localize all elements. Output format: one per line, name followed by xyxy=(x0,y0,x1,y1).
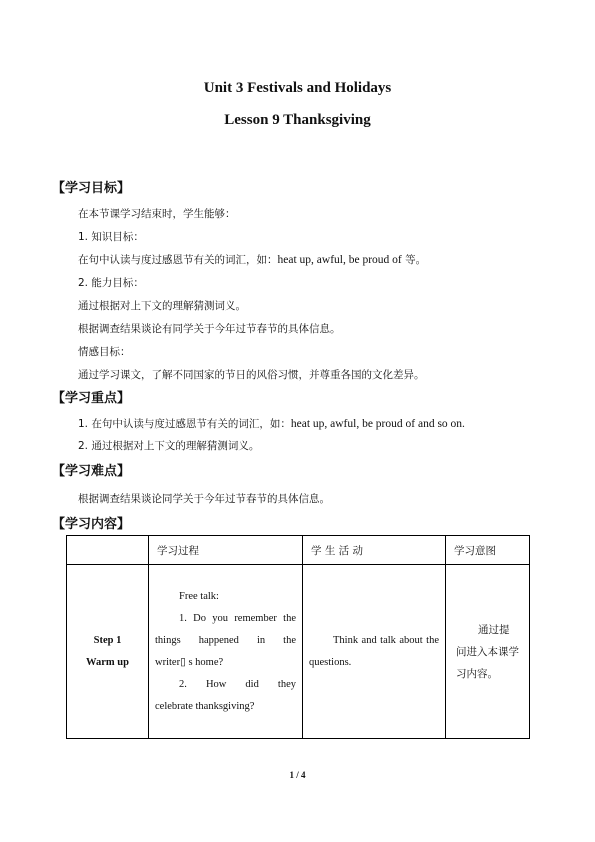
content-heading: 【学习内容】 xyxy=(52,517,131,532)
ability-label: 2. 能力目标： xyxy=(78,277,144,289)
knowledge-text-end: 等。 xyxy=(401,254,427,266)
key-point-1-en: heat up, awful, be proud of and so on. xyxy=(290,418,465,430)
intent-cell xyxy=(446,565,530,739)
knowledge-text-cn: 在句中认读与度过感恩节有关的词汇，如： xyxy=(78,254,278,266)
table-header-process: 学习过程 xyxy=(149,536,303,565)
knowledge-text-en: heat up, awful, be proud of xyxy=(277,254,402,266)
key-points-heading: 【学习重点】 xyxy=(52,391,131,406)
step-cell xyxy=(67,565,149,739)
step-name: Warm up xyxy=(86,656,129,668)
process-line-4: writer▯ s home? xyxy=(155,656,224,668)
emotion-label: 情感目标： xyxy=(78,346,131,358)
table-header-blank xyxy=(67,536,149,565)
table-header-intent: 学习意图 xyxy=(446,536,530,565)
objectives-heading: 【学习目标】 xyxy=(52,181,131,196)
difficulties-text: 根据调查结果谈论同学关于今年过节春节的具体信息。 xyxy=(78,493,330,505)
lesson-content-table xyxy=(66,535,530,739)
key-point-1-cn: 1. 在句中认读与度过感恩节有关的词汇，如： xyxy=(78,418,291,430)
table-header-activity: 学 生 活 动 xyxy=(303,536,446,565)
activity-text: Think and talk about the questions. xyxy=(309,634,439,668)
activity-cell xyxy=(303,565,446,739)
lesson-title: Lesson 9 Thanksgiving xyxy=(224,112,371,128)
knowledge-text xyxy=(78,253,426,267)
ability-item-1: 通过根据对上下文的理解猜测词义。 xyxy=(78,300,246,312)
emotion-text: 通过学习课文，了解不同国家的节日的风俗习惯，并尊重各国的文化差异。 xyxy=(78,369,425,381)
ability-item-2: 根据调查结果谈论有同学关于今年过节春节的具体信息。 xyxy=(78,323,341,335)
objectives-intro: 在本节课学习结束时，学生能够： xyxy=(78,208,236,220)
intent-text: 通过提问进入本课学习内容。 xyxy=(456,623,519,680)
step-number: Step 1 xyxy=(93,634,122,646)
process-cell xyxy=(149,565,303,739)
page-number: 1 / 4 xyxy=(289,770,306,780)
process-line-3: things happened in the xyxy=(155,634,296,646)
key-point-1 xyxy=(78,417,465,431)
process-line-6: celebrate thanksgiving? xyxy=(155,700,255,712)
table-header-row xyxy=(67,536,530,565)
key-point-2: 2. 通过根据对上下文的理解猜测词义。 xyxy=(78,440,260,452)
table-row xyxy=(67,565,530,739)
difficulties-heading: 【学习难点】 xyxy=(52,464,131,479)
process-line-5: 2. How did they xyxy=(179,678,296,690)
document-title: Unit 3 Festivals and Holidays xyxy=(203,80,392,96)
process-line-1: Free talk: xyxy=(179,590,219,602)
process-line-2: 1. Do you remember the xyxy=(179,612,296,624)
knowledge-label: 1. 知识目标： xyxy=(78,231,144,243)
